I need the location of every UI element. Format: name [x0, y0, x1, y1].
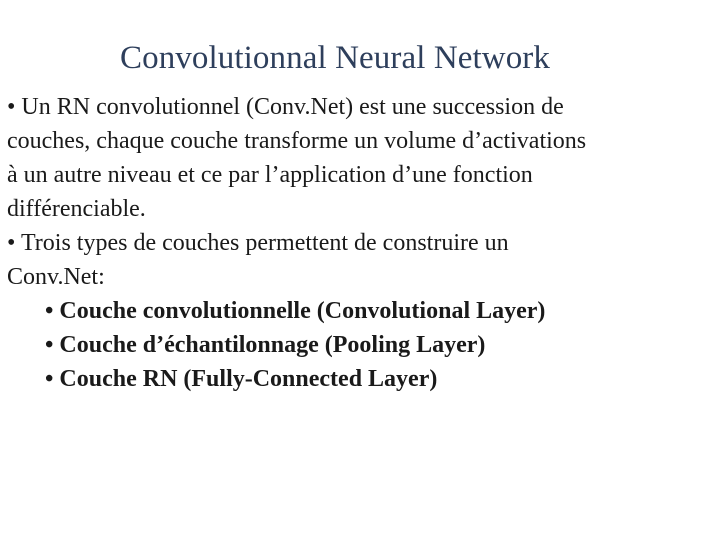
bullet-line: • Un RN convolutionnel (Conv.Net) est une succession de [7, 94, 564, 120]
bullet-line: à un autre niveau et ce par l’application d’une fonction [7, 162, 533, 188]
slide-title: Convolutionnal Neural Network [120, 40, 550, 76]
sub-bullet-list [7, 294, 717, 396]
bullet-line: • Trois types de couches permettent de construire un [7, 230, 509, 256]
bullet-line: différenciable. [7, 196, 146, 222]
bullet-line: Conv.Net: [7, 264, 105, 290]
slide-body [7, 90, 717, 396]
sub-bullet-pooling-layer: • Couche d’échantilonnage (Pooling Layer) [45, 332, 486, 358]
sub-bullet-fully-connected-layer: • Couche RN (Fully-Connected Layer) [45, 366, 438, 392]
sub-bullet-convolutional-layer: • Couche convolutionnelle (Convolutional Layer) [45, 298, 546, 324]
bullet-layer-types [7, 226, 717, 294]
bullet-conv-net-definition [7, 90, 717, 226]
bullet-line: couches, chaque couche transforme un volume d’activations [7, 128, 587, 154]
